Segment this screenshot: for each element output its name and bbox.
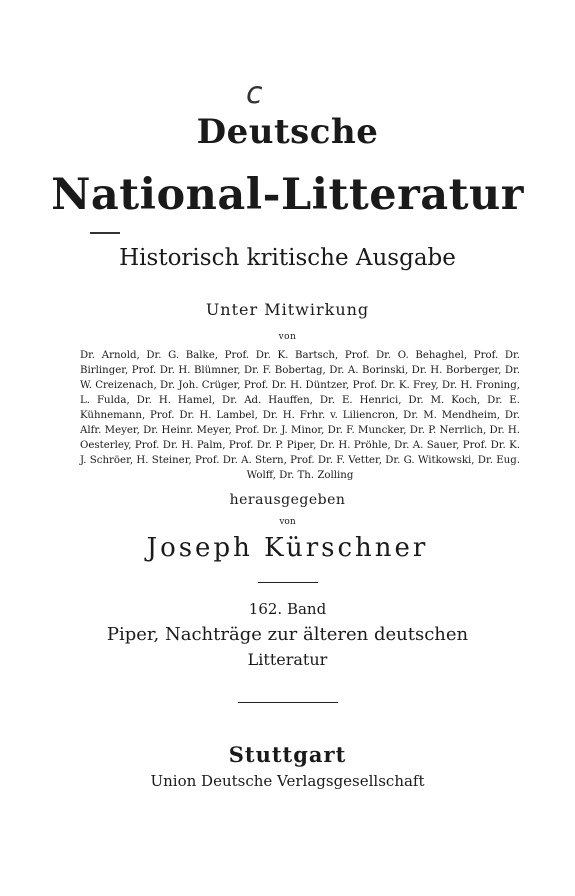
von-line: von bbox=[278, 332, 297, 342]
volume-title-line2: Litteratur bbox=[247, 650, 328, 669]
series-title-line2: National-Litteratur bbox=[51, 170, 524, 220]
imprint-city: Stuttgart bbox=[228, 742, 347, 767]
volume-number: 162. Band bbox=[248, 600, 327, 618]
handwritten-mark: c bbox=[246, 76, 263, 111]
volume-title-line1: Piper, Nachträge zur älteren deutschen bbox=[106, 624, 469, 645]
herausgegeben-line: herausgegeben bbox=[229, 492, 346, 508]
divider-rule bbox=[258, 582, 318, 583]
margin-dash bbox=[90, 232, 120, 234]
subtitle: Historisch kritische Ausgabe bbox=[119, 245, 456, 271]
mitwirkung-line: Unter Mitwirkung bbox=[205, 300, 370, 319]
divider-rule-2 bbox=[238, 702, 338, 703]
imprint-publisher: Union Deutsche Verlagsgesellschaft bbox=[150, 772, 425, 790]
contributors-list: Dr. Arnold, Dr. G. Balke, Prof. Dr. K. Bartsch, Prof. Dr. O. Behaghel, Prof. Dr. Birlinger, Prof. Dr. H. Blümner, Dr. F. Bobertag, Dr. A. Borinski, Dr. H. Borberger, Dr. W. Creizenach, Dr. Joh. Crüger, Prof. Dr. H. Düntzer, Prof. Dr. K. Frey, Dr. H. Froning, L. Fulda, Dr. H. Hamel, Dr. Ad. Hauffen, Dr. E. Henrici, Dr. M. Koch, Dr. E. Kühnemann, Prof. Dr. H. Lambel, Dr. H. Frhr. v. Liliencron, Dr. M. Mendheim, Dr. Alfr. Meyer, Dr. Heinr. Meyer, Prof. Dr. J. Minor, Dr. F. Muncker, Dr. P. Nerrlich, Dr. H. Oesterley, Prof. Dr. H. Palm, Prof. Dr. P. Piper, Dr. H. Pröhle, Dr. A. Sauer, Prof. Dr. K. J. Schröer, H. Steiner, Prof. Dr. A. Stern, Prof. Dr. F. Vetter, Dr. G. Witkowski, Dr. Eug. Wolff, Dr. Th. Zolling bbox=[80, 350, 520, 481]
editor-name: Joseph Kürschner bbox=[146, 533, 429, 563]
von-line-2: von bbox=[279, 517, 296, 527]
series-title-line1: Deutsche bbox=[196, 112, 379, 152]
